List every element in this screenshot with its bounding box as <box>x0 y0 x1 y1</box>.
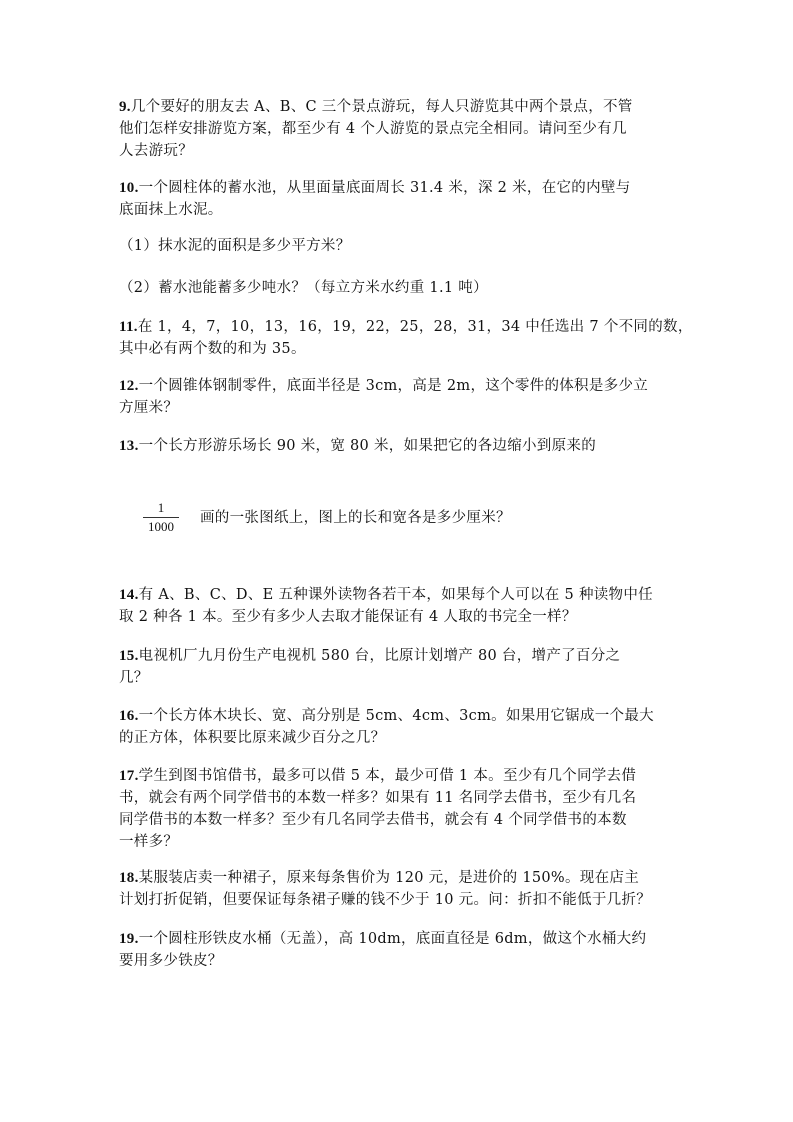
question-text: 学生到图书馆借书，最多可以借 5 本，最少可借 1 本。至少有几个同学去借 <box>138 768 637 784</box>
question-number: 19. <box>119 931 139 947</box>
question-12 <box>119 375 679 419</box>
question-line <box>119 375 679 397</box>
question-number: 11. <box>119 319 138 335</box>
question-text: 其中必有两个数的和为 35。 <box>119 341 306 357</box>
question-text: 一个圆柱体的蓄水池，从里面量底面周长 31.4 米，深 2 米，在它的内壁与 <box>138 180 631 196</box>
question-text: 底面抹上水泥。 <box>119 202 223 218</box>
question-text: 一样多？ <box>119 834 179 850</box>
question-10 <box>119 177 679 221</box>
question-text: 书，就会有两个同学借书的本数一样多？如果有 11 名同学去借书，至少有几名 <box>119 790 637 806</box>
question-16 <box>119 705 679 749</box>
question-text: 的正方体，体积要比原来减少百分之几？ <box>119 730 386 746</box>
sub-question-text: （2）蓄水池能蓄多少吨水？（每立方米水约重 1.1 吨） <box>119 280 488 296</box>
question-text: 电视机厂九月份生产电视机 580 台，比原计划增产 80 台，增产了百分之 <box>138 648 621 664</box>
fraction-bar <box>143 517 179 518</box>
question-text: 一个长方体木块长、宽、高分别是 5cm、4cm、3cm。如果用它锯成一个最大 <box>138 708 654 724</box>
question-13 <box>119 435 679 457</box>
question-text: 同学借书的本数一样多？至少有几名同学去借书，就会有 4 个同学借书的本数 <box>119 812 627 828</box>
question-text: 在 1，4，7，10，13，16，19，22，25，28，31，34 中任选出 7 个不同的数， <box>137 319 693 335</box>
question-line <box>119 316 693 338</box>
question-line <box>119 928 679 950</box>
question-text: 取 2 种各 1 本。至少有多少人去取才能保证有 4 人取的书完全一样？ <box>119 609 577 625</box>
question-number: 18. <box>119 870 139 886</box>
question-number: 14. <box>119 587 139 603</box>
question-number: 15. <box>119 648 139 664</box>
question-line <box>119 645 679 667</box>
fraction-numerator: 1 <box>157 500 165 515</box>
question-14 <box>119 584 679 628</box>
question-text: 几个要好的朋友去 A、B、C 三个景点游玩，每人只游览其中两个景点，不管 <box>130 99 633 115</box>
question-line <box>119 96 679 118</box>
question-text: 计划打折促销，但要保证每条裙子赚的钱不少于 10 元。问：折扣不能低于几折？ <box>119 892 652 908</box>
question-number: 16. <box>119 708 139 724</box>
question-text: 有 A、B、C、D、E 五种课外读物各若干本，如果每个人可以在 5 种读物中任 <box>138 587 653 603</box>
question-text: 某服装店卖一种裙子，原来每条售价为 120 元，是进价的 150%。现在店主 <box>138 870 640 886</box>
sub-question-text: （1）抹水泥的面积是多少平方米？ <box>119 238 351 254</box>
question-18 <box>119 867 679 911</box>
question-number: 12. <box>119 378 139 394</box>
question-line <box>119 705 679 727</box>
question-15 <box>119 645 679 689</box>
question-text: 一个圆柱形铁皮水桶（无盖），高 10dm，底面直径是 6dm，做这个水桶大约 <box>138 931 647 947</box>
question-number: 10. <box>119 180 139 196</box>
sub-question-10-2 <box>119 277 679 299</box>
question-text: 画的一张图纸上，图上的长和宽各是多少厘米？ <box>200 510 511 526</box>
question-text: 几？ <box>119 670 149 686</box>
question-13-continuation <box>200 507 680 529</box>
question-number: 17. <box>119 768 139 784</box>
question-text: 方厘米？ <box>119 400 179 416</box>
question-11 <box>119 316 693 360</box>
question-line <box>119 765 679 787</box>
question-line <box>119 435 679 457</box>
fraction-denominator: 1000 <box>148 519 174 534</box>
question-text: 要用多少铁皮？ <box>119 953 223 969</box>
question-text: 一个长方形游乐场长 90 米，宽 80 米，如果把它的各边缩小到原来的 <box>138 438 596 454</box>
question-line <box>119 584 679 606</box>
question-text: 一个圆锥体钢制零件，底面半径是 3cm，高是 2m，这个零件的体积是多少立 <box>138 378 649 394</box>
question-line <box>119 867 679 889</box>
question-17 <box>119 765 679 853</box>
question-number: 9. <box>119 99 131 115</box>
question-line <box>119 177 679 199</box>
question-9 <box>119 96 679 162</box>
question-19 <box>119 928 679 972</box>
sub-question-10-1 <box>119 235 679 257</box>
question-text: 他们怎样安排游览方案，都至少有 4 个人游览的景点完全相同。请问至少有几 <box>119 121 627 137</box>
fraction-scale <box>143 500 179 535</box>
question-number: 13. <box>119 438 139 454</box>
question-text: 人去游玩？ <box>119 143 193 159</box>
